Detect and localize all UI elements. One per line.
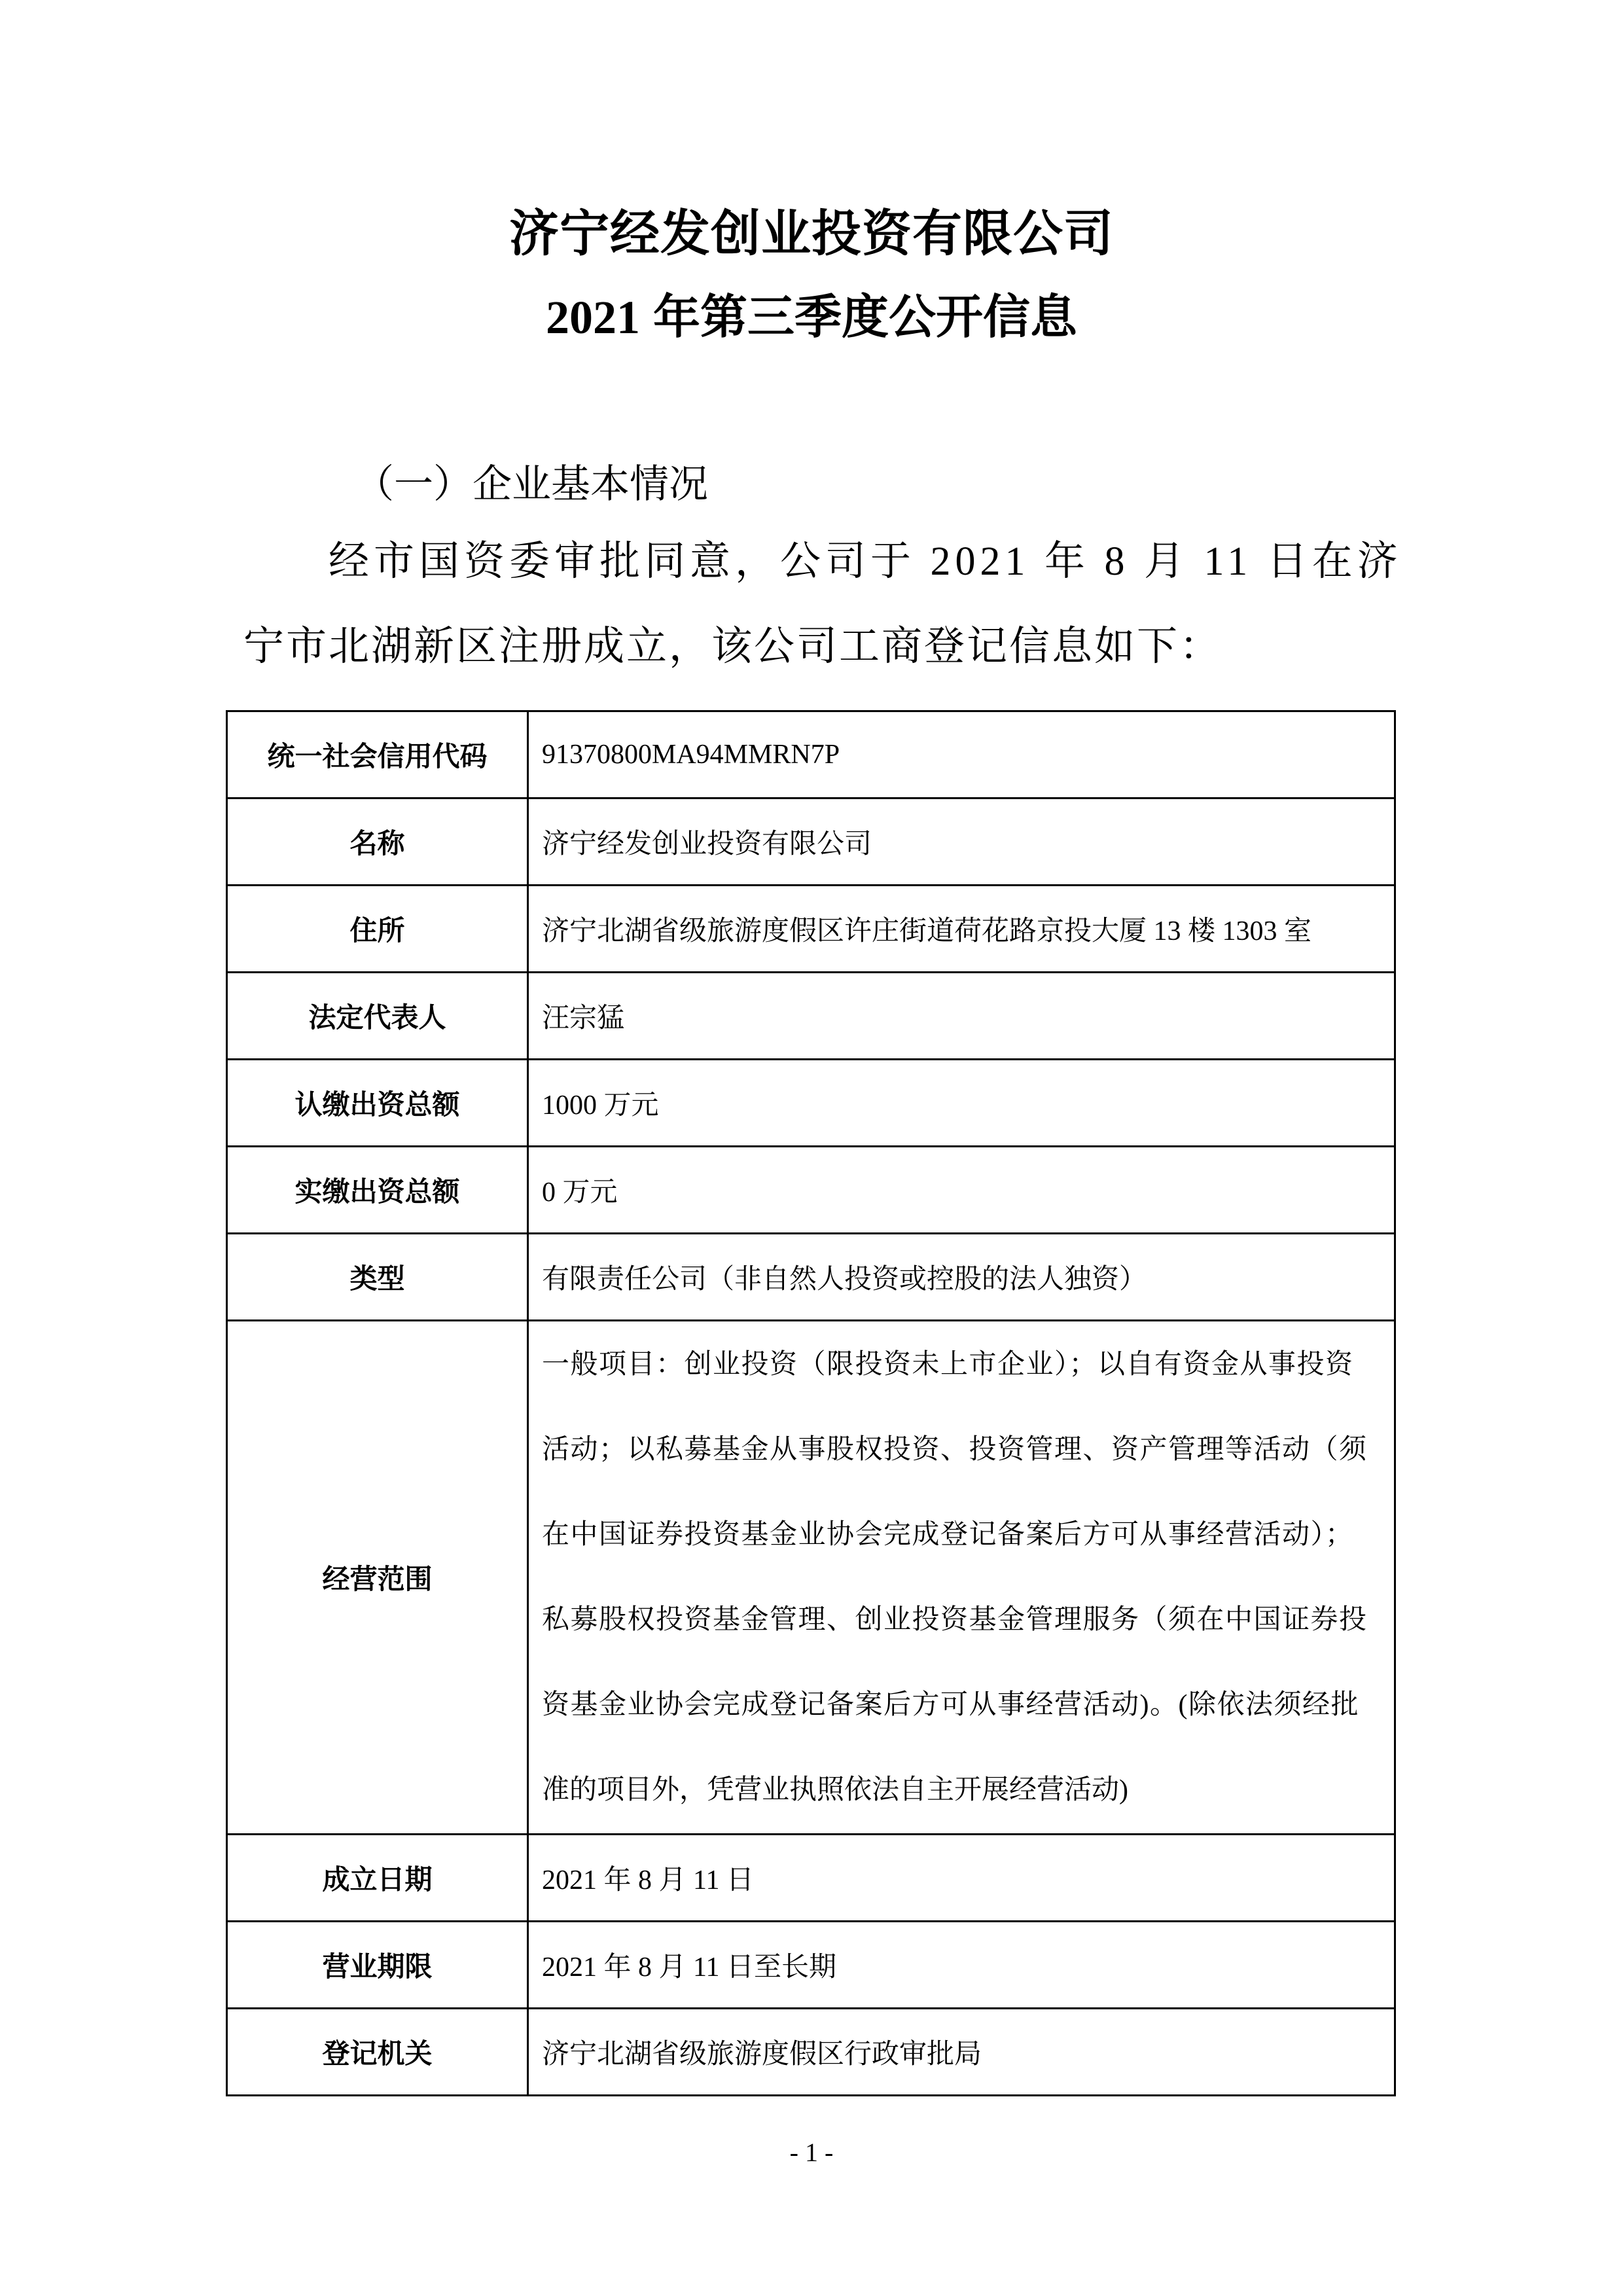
intro-line-2: 宁市北湖新区注册成立，该公司工商登记信息如下： <box>243 624 1222 670</box>
intro-paragraph <box>243 519 1402 689</box>
table-row-subscribed-capital <box>227 1060 1395 1147</box>
row-value: 有限责任公司（非自然人投资或控股的法人独资） <box>528 1234 1395 1321</box>
row-value: 2021 年 8 月 11 日 <box>528 1835 1395 1922</box>
business-scope-line-5: 资基金业协会完成登记备案后方可从事经营活动)。(除依法须经批 <box>542 1690 1359 1721</box>
table-row-legal-representative <box>227 973 1395 1060</box>
row-value: 1000 万元 <box>528 1060 1395 1147</box>
row-value: 济宁北湖省级旅游度假区许庄街道荷花路京投大厦 13 楼 1303 室 <box>528 886 1395 973</box>
row-label: 营业期限 <box>227 1922 528 2009</box>
table-row-address <box>227 886 1395 973</box>
row-label: 成立日期 <box>227 1835 528 1922</box>
table-row-credit-code <box>227 711 1395 798</box>
row-value: 济宁北湖省级旅游度假区行政审批局 <box>528 2009 1395 2096</box>
section-heading: （一）企业基本情况 <box>355 462 708 507</box>
row-label: 类型 <box>227 1234 528 1321</box>
document-content <box>0 208 1623 2168</box>
table-row-establishment-date <box>227 1835 1395 1922</box>
row-value: 2021 年 8 月 11 日至长期 <box>528 1922 1395 2009</box>
page-number: - 1 - <box>789 2138 834 2168</box>
row-label: 法定代表人 <box>227 973 528 1060</box>
table-row-company-name <box>227 798 1395 886</box>
row-label: 住所 <box>227 886 528 973</box>
business-scope-line-4: 私募股权投资基金管理、创业投资基金管理服务（须在中国证券投 <box>542 1605 1368 1636</box>
row-label: 实缴出资总额 <box>227 1147 528 1234</box>
table-row-business-scope <box>227 1321 1395 1835</box>
row-value: 0 万元 <box>528 1147 1395 1234</box>
business-scope-line-2: 活动；以私募基金从事股权投资、投资管理、资产管理等活动（须 <box>542 1435 1368 1465</box>
table-row-business-term <box>227 1922 1395 2009</box>
table-row-paid-in-capital <box>227 1147 1395 1234</box>
intro-line-1: 经市国资委审批同意，公司于 2021 年 8 月 11 日在济 <box>329 539 1402 584</box>
row-label: 经营范围 <box>227 1321 528 1835</box>
business-scope-line-1: 一般项目：创业投资（限投资未上市企业）；以自有资金从事投资 <box>542 1350 1354 1380</box>
row-value <box>528 1321 1395 1835</box>
document-title-line1: 济宁经发创业投资有限公司 <box>509 206 1114 262</box>
table-row-company-type <box>227 1234 1395 1321</box>
row-label: 认缴出资总额 <box>227 1060 528 1147</box>
business-scope-line-6: 准的项目外，凭营业执照依法自主开展经营活动) <box>542 1775 1128 1806</box>
table-row-registration-authority <box>227 2009 1395 2096</box>
row-value: 济宁经发创业投资有限公司 <box>528 798 1395 886</box>
title-year: 2021 <box>545 291 640 344</box>
row-value: 汪宗猛 <box>528 973 1395 1060</box>
business-scope-line-3: 在中国证券投资基金业协会完成登记备案后方可从事经营活动）； <box>542 1520 1354 1551</box>
company-info-table <box>226 710 1396 2096</box>
row-value: 91370800MA94MMRN7P <box>528 711 1395 798</box>
row-label: 统一社会信用代码 <box>227 711 528 798</box>
document-title-line2 <box>243 293 1380 343</box>
row-label: 登记机关 <box>227 2009 528 2096</box>
row-label: 名称 <box>227 798 528 886</box>
title-line2-text: 年第三季度公开信息 <box>639 291 1077 344</box>
